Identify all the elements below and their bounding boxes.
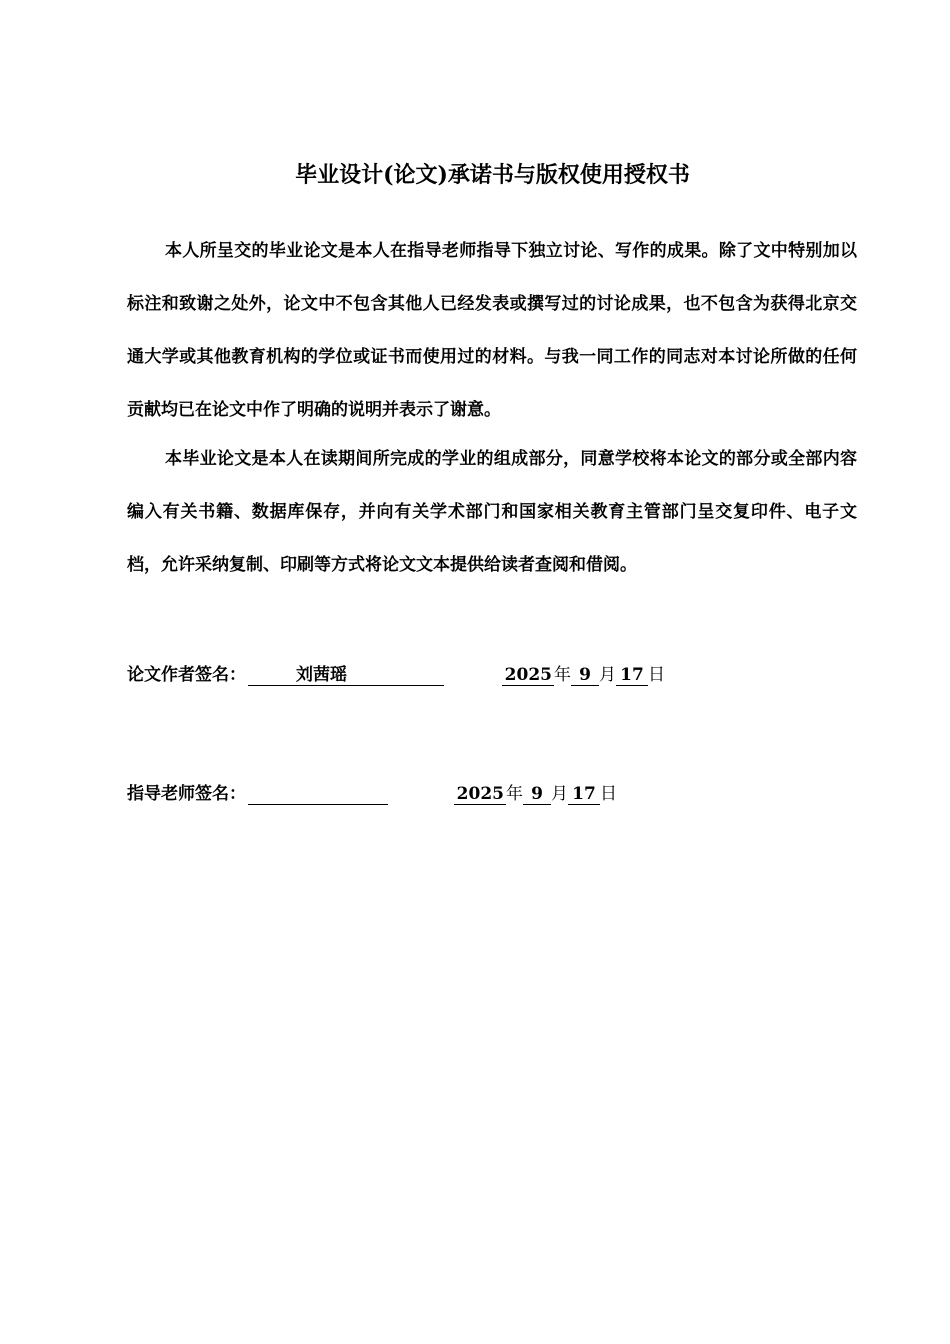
page-title: 毕业设计(论文)承诺书与版权使用授权书 <box>295 162 690 188</box>
originality-paragraph: 本人所呈交的毕业论文是本人在指导老师指导下独立讨论、写作的成果。除了文中特别加以标注和致谢之处外，论文中不包含其他人已经发表或撰写过的讨论成果，也不包含为获得北京交通大学或其他教育机构的学位或证书而使用过的材料。与我一同工作的同志对本讨论所做的任何贡献均已在论文中作了明确的说明并表示了谢意。 <box>127 241 857 420</box>
advisor-sign-date <box>454 784 617 804</box>
copyright-paragraph: 本毕业论文是本人在读期间所完成的学业的组成部分，同意学校将本论文的部分或全部内容编入有关书籍、数据库保存，并向有关学术部门和国家相关教育主管部门呈交复印件、电子文档，允许采纳复制、印刷等方式将论文文本提供给读者查阅和借阅。 <box>127 449 857 575</box>
advisor-signature-label: 指导老师签名： <box>127 784 246 804</box>
author-signature-row <box>127 663 665 687</box>
advisor-date-day: 17 <box>568 784 600 805</box>
advisor-signature-row <box>127 782 617 806</box>
advisor-year-unit: 年 <box>506 784 523 804</box>
author-date-day: 17 <box>616 665 648 686</box>
advisor-signature-field[interactable] <box>248 784 388 805</box>
author-signature-field[interactable]: 刘茜瑶 <box>248 665 444 686</box>
author-year-unit: 年 <box>554 665 571 685</box>
advisor-day-unit: 日 <box>600 784 617 804</box>
author-signature-label: 论文作者签名： <box>127 665 246 685</box>
author-date-year: 2025 <box>502 665 554 686</box>
author-day-unit: 日 <box>648 665 665 685</box>
author-sign-date <box>502 665 665 685</box>
advisor-date-year: 2025 <box>454 784 506 805</box>
author-date-month: 9 <box>571 665 599 686</box>
advisor-month-unit: 月 <box>551 784 568 804</box>
advisor-date-month: 9 <box>523 784 551 805</box>
author-month-unit: 月 <box>599 665 616 685</box>
